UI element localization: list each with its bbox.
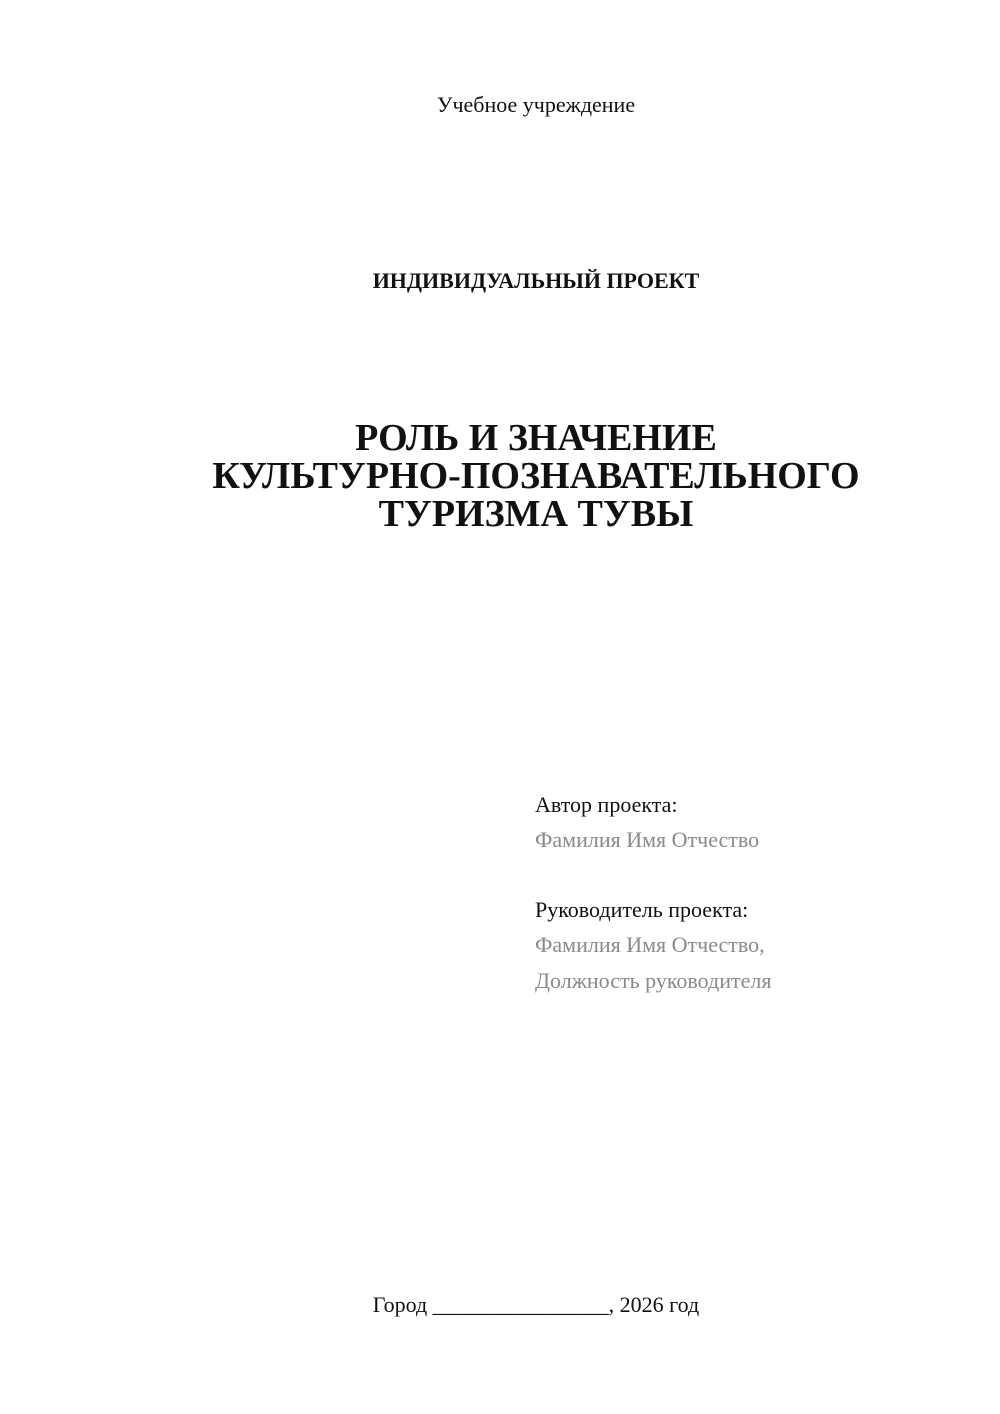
author-block [535, 788, 955, 858]
supervisor-block [535, 893, 955, 999]
city-year-line: Город ________________, 2026 год [372, 1292, 700, 1317]
author-name-placeholder: Фамилия Имя Отчество [535, 827, 760, 852]
project-title-line: КУЛЬТУРНО-ПОЗНАВАТЕЛЬНОГО [212, 455, 860, 497]
institution-name: Учебное учреждение [436, 92, 636, 117]
project-title-line: РОЛЬ И ЗНАЧЕНИЕ [355, 417, 717, 459]
document-type: ИНДИВИДУАЛЬНЫЙ ПРОЕКТ [372, 268, 700, 293]
project-title [0, 419, 1000, 533]
author-label: Автор проекта: [535, 792, 678, 817]
supervisor-name-placeholder: Фамилия Имя Отчество, [535, 932, 765, 957]
supervisor-position-placeholder: Должность руководителя [535, 968, 772, 993]
project-title-line: ТУРИЗМА ТУВЫ [378, 493, 694, 535]
supervisor-label: Руководитель проекта: [535, 897, 749, 922]
